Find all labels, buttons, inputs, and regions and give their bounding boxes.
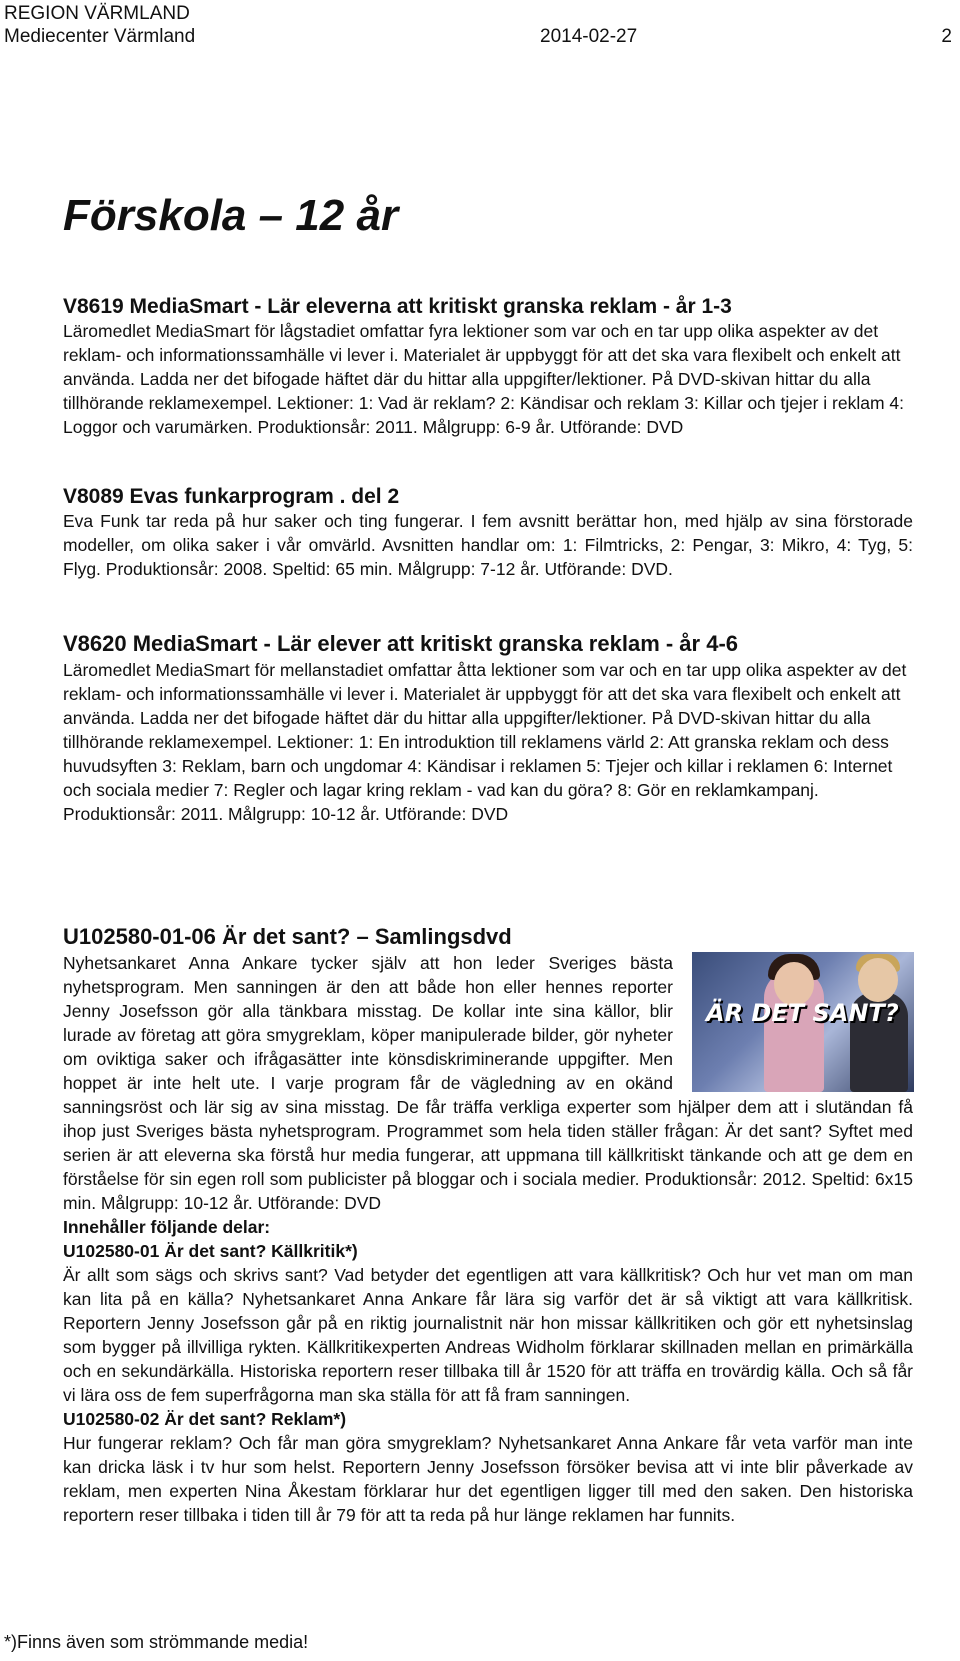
item-description: Läromedlet MediaSmart för lågstadiet omfattar fyra lektioner som var och en tar upp olika aspekter av det reklam- och informationssamhälle vi lever i. Materialet är uppbyggt för att det ska vara flexibelt och enkelt att använda. Ladda ner det bifogade häftet där du hittar alla uppgifter/lektioner. På DVD-skivan hittar du alla tillhörande reklamexempel. Lektioner: 1: Vad är reklam? 2: Kändisar och reklam 3: Killar och tjejer i reklam 4: Loggor och varumärken. Produktionsår: 2011. Målgrupp: 6-9 år. Utförande: DVD bbox=[63, 321, 905, 437]
catalog-item bbox=[63, 630, 913, 826]
part-description: Hur fungerar reklam? Och får man göra smygreklam? Nyhetsankaret Anna Ankare får veta varför man inte kan dricka läsk i tv hur som helst. Reportern Jenny Josefsson försöker bevisa att vi inte blir påverkade av reklam, men experten Nina Åkestam förklarar hur det egentligen ligger till med den saken. Den historiska reportern reser tillbaka i tiden till år 79 för att ta reda på hur länge reklamen har funnits. bbox=[63, 1433, 913, 1525]
page-number: 2 bbox=[941, 26, 952, 47]
header-date: 2014-02-27 bbox=[540, 26, 638, 47]
item-title: V8620 MediaSmart - Lär elever att kritiskt granska reklam - år 4-6 bbox=[63, 631, 739, 656]
item-title: V8089 Evas funkarprogram . del 2 bbox=[63, 485, 400, 508]
item-description: Nyhetsankaret Anna Ankare tycker själv att hon leder Sveriges bästa nyhetsprogram. Men sanningen är den att både hon eller hennes reporter Jenny Josefsson gör alla tänkbara misstag. De kollar inte sina källor, blir lurade av företag att göra smygreklam, köper manipulerade bilder, gör nyheter om oviktiga saker och ifrågasätter inte könsdiskriminerande uppgifter. Men hoppet är inte helt ute. I varje program får de vägledning av en okänd sanningsröst och lär sig av sina misstag. De får träffa verkliga experter som hjälper dem att i slutändan få ihop just Sveriges bästa nyhetsprogram. Programmet som hela tiden ställer frågan: Är det sant? Syftet med serien är att eleverna ska förstå hur media fungerar, att uppmana till källkritiskt tänkande och att ge dem en förståelse för sin egen roll som publicister på bloggar och i sociala medier. Produktionsår: 2012. Speltid: 6x15 min. Målgrupp: 10-12 år. Utförande: DVD bbox=[63, 953, 913, 1213]
item-description: Läromedlet MediaSmart för mellanstadiet omfattar åtta lektioner som var och en tar upp olika aspekter av det reklam- och informationssamhälle vi lever i. Materialet är uppbyggt för att det ska vara flexibelt och enkelt att använda. Ladda ner det bifogade häftet där du hittar alla uppgifter/lektioner. På DVD-skivan hittar du alla tillhörande reklamexempel. Lektioner: 1: En introduktion till reklamens värld 2: Att granska reklam och dess huvudsyften 3: Reklam, barn och ungdomar 4: Kändisar i reklamen 5: Tjejer och killar i reklamen 6: Internet och sociala medier 7: Regler och lagar kring reklam - vad kan du göra? 8: Gör en reklamkampanj. Produktionsår: 2011. Målgrupp: 10-12 år. Utförande: DVD bbox=[63, 660, 907, 824]
item-description: Eva Funk tar reda på hur saker och ting fungerar. I fem avsnitt berättar hon, med hjälp av sina förstorade modeller, om olika saker i vår omvärld. Avsnitten handlar om: 1: Filmtricks, 2: Pengar, 3: Mikro, 4: Tyg, 5: Flyg. Produktionsår: 2008. Speltid: 65 min. Målgrupp: 7-12 år. Utförande: DVD. bbox=[63, 511, 913, 579]
part-description: Är allt som sägs och skrivs sant? Vad betyder det egentligen att vara källkritisk? Och hur vet man om man kan lita på en källa? Nyhetsankaret Anna Ankare får lära sig varför det är så viktigt att vara källkritisk. Reportern Jenny Josefsson går på en riktig journalistnit när hon missar källkritiken och gör ett nyhetsinslag som bygger på illvilliga rykten. Källkritikexperten Andreas Widholm förklarar skillnaden mellan en primärkälla och en sekundärkälla. Historiska reportern reser tillbaka till år 1520 för att träffa en trovärdig källa. Och så får vi lära oss de fem superfrågorna man ska ställa för att få fram sanningen. bbox=[63, 1265, 913, 1405]
footer-note: *)Finns även som strömmande media! bbox=[4, 1632, 309, 1652]
part-title: U102580-02 Är det sant? Reklam*) bbox=[63, 1409, 347, 1429]
header-organization: REGION VÄRMLAND bbox=[4, 3, 190, 24]
contains-heading: Innehåller följande delar: bbox=[63, 1217, 271, 1237]
item-title: V8619 MediaSmart - Lär eleverna att kritiskt granska reklam - år 1-3 bbox=[63, 295, 732, 318]
header-center-name: Mediecenter Värmland bbox=[4, 26, 196, 47]
page-title: Förskola – 12 år bbox=[63, 191, 399, 240]
catalog-item bbox=[63, 294, 913, 439]
dvd-cover-title: ÄR DET SANT? bbox=[706, 999, 899, 1027]
item-title: U102580-01-06 Är det sant? – Samlingsdvd bbox=[63, 924, 512, 949]
part-title: U102580-01 Är det sant? Källkritik*) bbox=[63, 1241, 358, 1261]
reporter-head bbox=[858, 958, 898, 1002]
dvd-cover-image bbox=[692, 952, 914, 1092]
catalog-item bbox=[63, 484, 913, 581]
